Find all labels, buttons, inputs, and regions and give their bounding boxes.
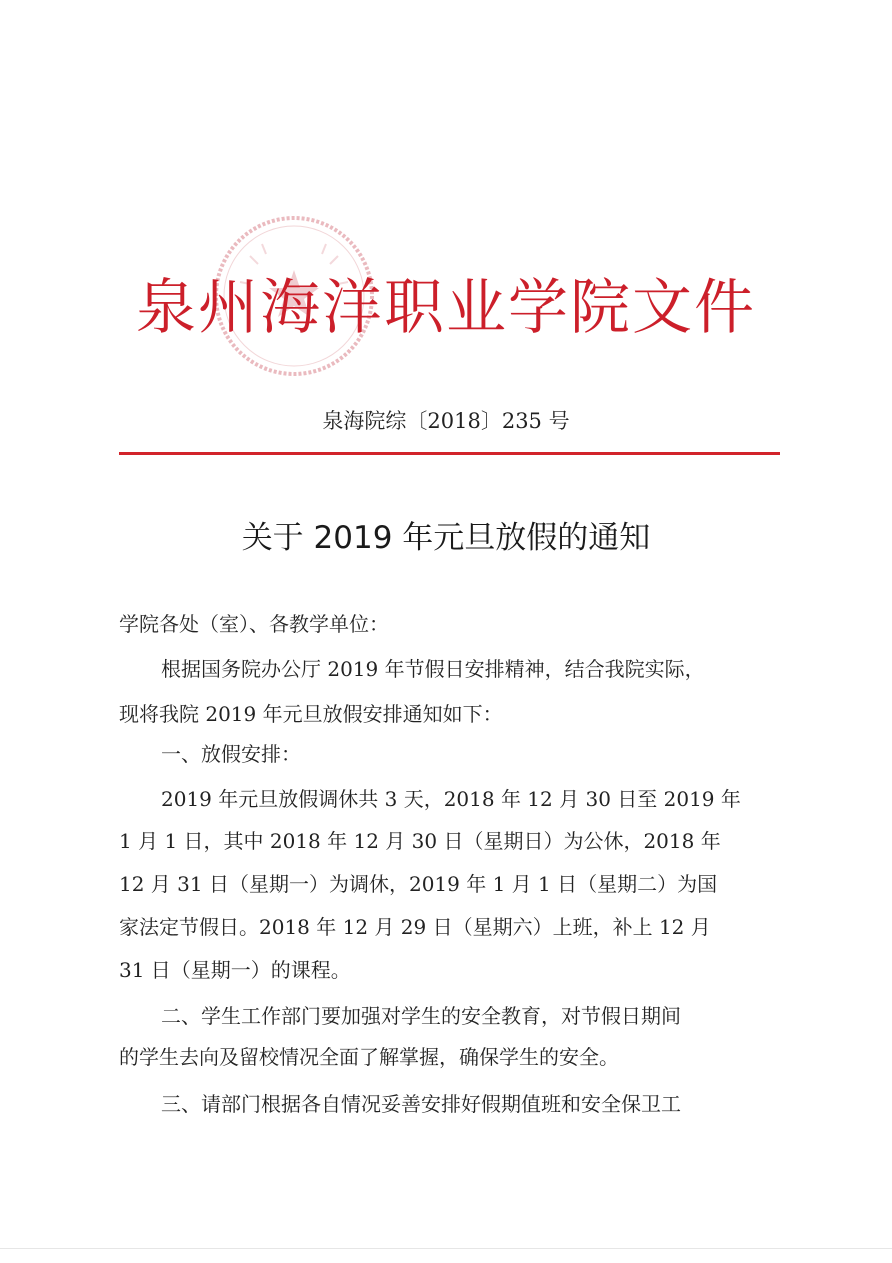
intro-line: 现将我院 2019 年元旦放假安排通知如下：: [119, 702, 503, 726]
notice-title: 关于 2019 年元旦放假的通知: [241, 520, 651, 556]
paragraph-line: 家法定节假日。2018 年 12 月 29 日（星期六）上班，补上 12 月: [119, 915, 711, 939]
salutation: 学院各处（室）、各教学单位：: [119, 612, 389, 636]
paragraph-line: 2019 年元旦放假调休共 3 天，2018 年 12 月 30 日至 2019 年: [161, 787, 741, 811]
paragraph-line: 二、学生工作部门要加强对学生的安全教育，对节假日期间: [161, 1004, 681, 1028]
paragraph-line: 三、请部门根据各自情况妥善安排好假期值班和安全保卫工: [161, 1092, 681, 1116]
document-number: 泉海院综〔2018〕235 号: [322, 409, 570, 433]
page-bottom-edge: [0, 1248, 892, 1249]
paragraph-line: 31 日（星期一）的课程。: [119, 958, 351, 982]
organization-header: 泉州海洋职业学院文件: [136, 273, 756, 343]
intro-line: 根据国务院办公厅 2019 年节假日安排精神，结合我院实际，: [161, 657, 705, 681]
paragraph-line: 12 月 31 日（星期一）为调休，2019 年 1 月 1 日（星期二）为国: [119, 872, 718, 896]
section-heading: 一、放假安排：: [161, 742, 301, 766]
paragraph-line: 1 月 1 日，其中 2018 年 12 月 30 日（星期日）为公休，2018 年: [119, 829, 721, 853]
header-red-divider: [119, 452, 780, 455]
paragraph-line: 的学生去向及留校情况全面了解掌握，确保学生的安全。: [119, 1045, 619, 1069]
